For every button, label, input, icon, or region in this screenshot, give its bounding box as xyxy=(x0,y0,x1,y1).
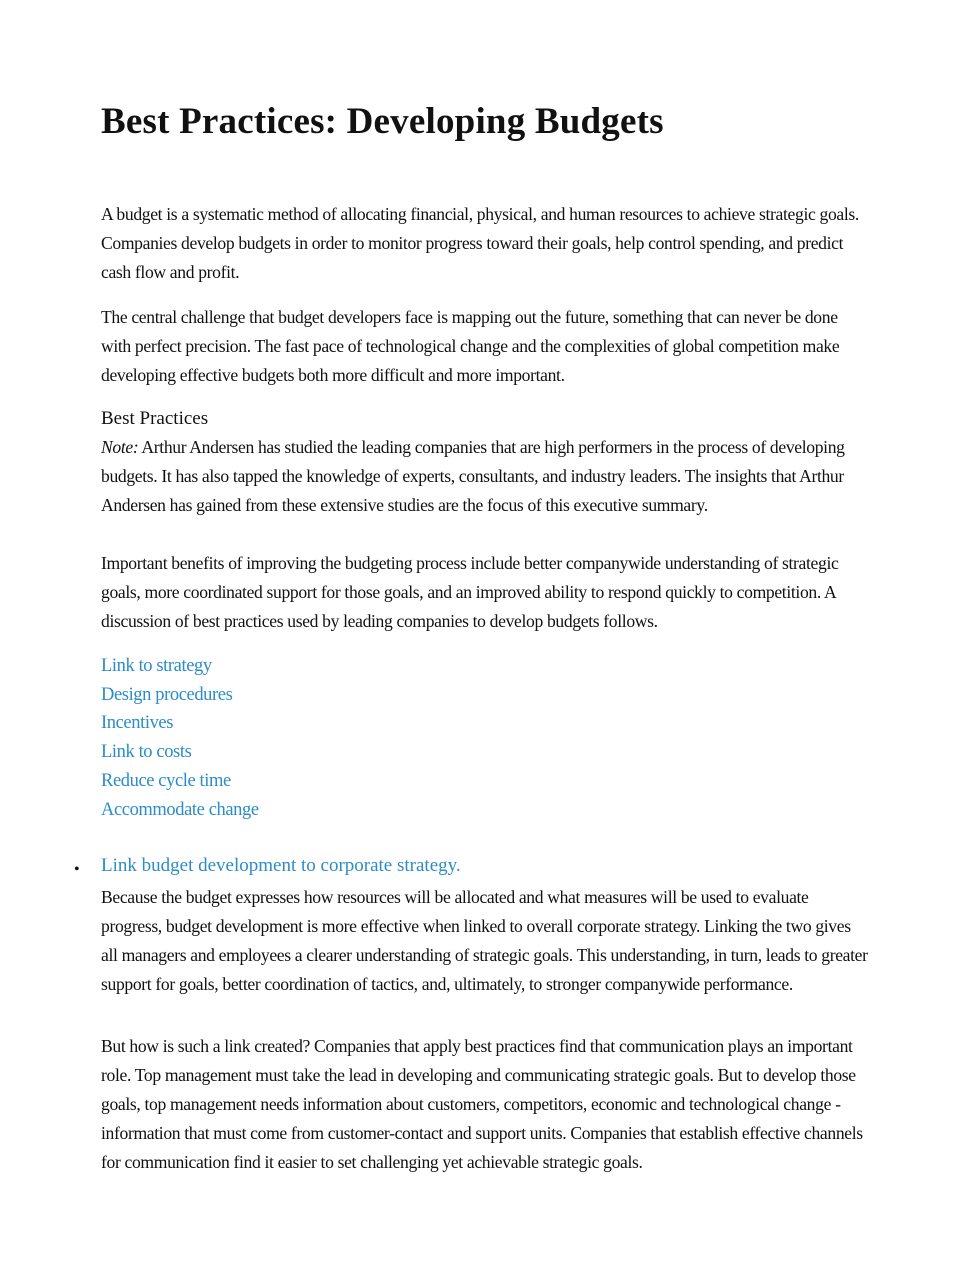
list-item xyxy=(101,738,259,767)
list-item xyxy=(101,767,259,796)
best-practices-heading: Best Practices xyxy=(101,408,209,429)
bullet-icon: • xyxy=(74,861,80,878)
intro-paragraph-1: A budget is a systematic method of allocating financial, physical, and human resources to achieve strategic goals. Companies develop budgets in order to monitor progress toward their goals, help control spending, and predict cash flow and profit. xyxy=(101,204,859,282)
link-to-strategy-link[interactable]: Link to strategy xyxy=(101,656,212,676)
list-item xyxy=(101,796,259,825)
intro-paragraph-2: The central challenge that budget developers face is mapping out the future, something that can never be done with perfect precision. The fast pace of technological change and the complexities of global competition make developing effective budgets both more difficult and more important. xyxy=(101,307,840,385)
accommodate-change-link[interactable]: Accommodate change xyxy=(101,799,259,820)
strategy-paragraph-1: Because the budget expresses how resources will be allocated and what measures will be used to evaluate progress, budget development is more effective when linked to overall corporate strategy. Linking the two gives all managers and employees a clearer understanding of strategic goals. This understanding, in turn, leads to greater support for goals, better coordination of tactics, and, ultimately, to stronger companywide performance. xyxy=(101,887,868,994)
page-title: Best Practices: Developing Budgets xyxy=(101,101,664,142)
strategy-heading-link[interactable]: Link budget development to corporate strategy. xyxy=(101,855,461,876)
list-item xyxy=(101,652,259,681)
strategy-section-heading xyxy=(101,851,461,880)
note-text: Arthur Andersen has studied the leading companies that are high performers in the process of developing budgets. It has also tapped the knowledge of experts, consultants, and industry leaders. The insights that Arthur Andersen has gained from these extensive studies are the focus of this executive summary. xyxy=(101,437,845,515)
design-procedures-link[interactable]: Design procedures xyxy=(101,684,233,705)
benefits-paragraph: Important benefits of improving the budgeting process include better companywide understanding of strategic goals, more coordinated support for those goals, and an improved ability to respond quickly to competition. A discussion of best practices used by leading companies to develop budgets follows. xyxy=(101,553,839,631)
note-label: Note: xyxy=(101,437,139,457)
note-paragraph xyxy=(101,433,871,520)
strategy-paragraph-2: But how is such a link created? Companies that apply best practices find that communication plays an important role. Top management must take the lead in developing and communicating strategic goals. But to develop those goals, top management needs information about customers, competitors, economic and technological change - information that must come from customer-contact and support units. Companies that establish effective channels for communication find it easier to set challenging yet achievable strategic goals. xyxy=(101,1036,863,1172)
link-to-costs-link[interactable]: Link to costs xyxy=(101,742,192,763)
reduce-cycle-time-link[interactable]: Reduce cycle time xyxy=(101,770,231,791)
practice-links-list xyxy=(101,652,259,824)
list-item xyxy=(101,709,259,738)
incentives-link[interactable]: Incentives xyxy=(101,713,174,734)
list-item xyxy=(101,681,259,710)
